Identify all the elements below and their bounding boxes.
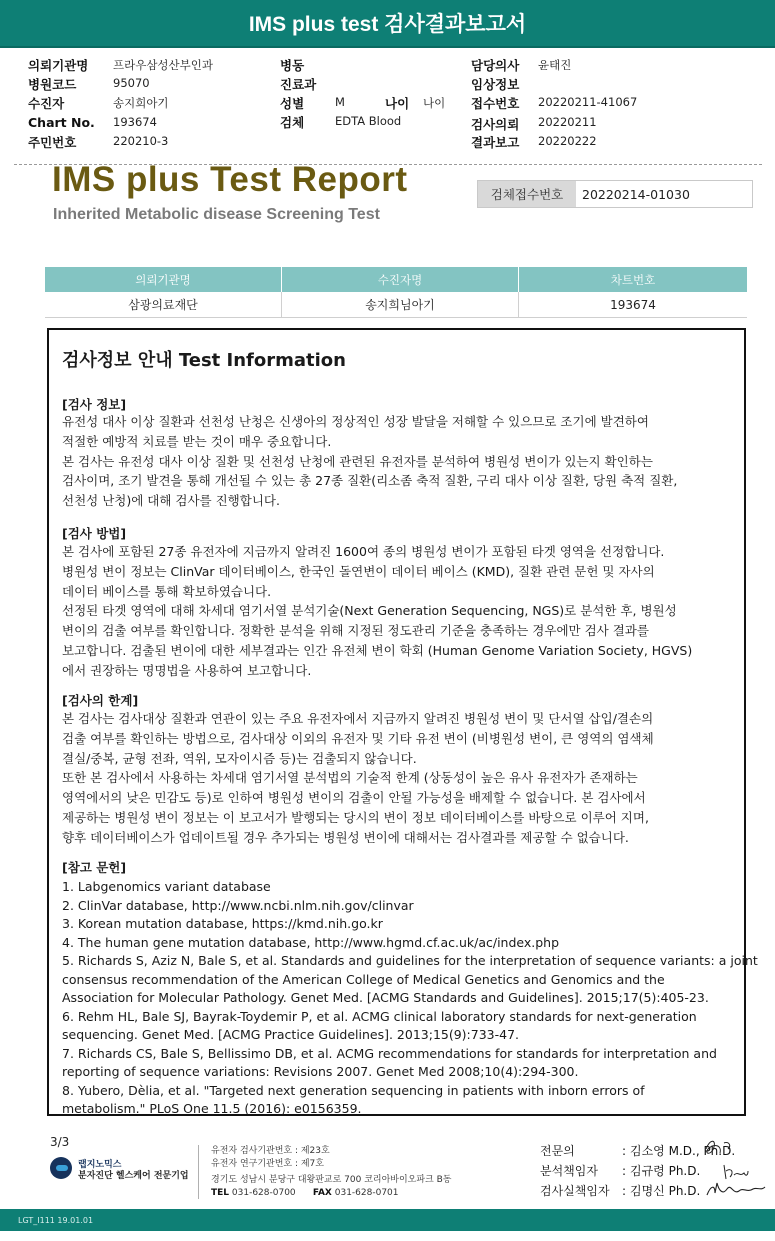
- hospital-code-label: 병원코드: [28, 77, 77, 92]
- text-line: consensus recommendation of the American College of Medical Genetics and Genomics and the: [62, 971, 665, 987]
- page-number: 3/3: [50, 1135, 70, 1149]
- text-line: 3. Korean mutation database, https://kmd.nih.go.kr: [62, 916, 383, 931]
- hospital-code-value: 95070: [113, 76, 150, 90]
- list-item: [62, 952, 758, 1008]
- text-line: 변이의 검출 여부를 확인합니다. 정확한 분석을 위해 지정된 정도관리 기준을 충족하는 경우에만 검사 결과를: [62, 623, 649, 639]
- report-title: IMS plus Test Report: [52, 160, 408, 199]
- list-item: [62, 1082, 742, 1119]
- chart-no-label: Chart No.: [28, 115, 95, 130]
- report-date-label: 결과보고: [471, 135, 520, 150]
- table-row: [45, 292, 747, 318]
- text-line: 검출 여부를 확인하는 방법으로, 검사대상 이외의 유전자 및 기타 유전 변이 (비병원성 변이, 큰 영역의 염색체: [62, 730, 654, 746]
- text-line: 병원성 변이 정보는 ClinVar 데이터베이스, 한국인 돌연변이 데이터 베이스 (KMD), 질환 관련 문헌 및 자사의: [62, 563, 655, 579]
- list-item: [62, 915, 742, 934]
- specimen-receipt-label: 검체접수번호: [478, 181, 576, 207]
- tel-value: 031-628-0700: [231, 1187, 296, 1198]
- signatory-name: 김규령 Ph.D.: [630, 1164, 701, 1178]
- text-line: reporting of sequence variations: Revisions 2007. Genet Med 2008;10(4):294-300.: [62, 1064, 579, 1079]
- text-line: 6. Rehm HL, Bale SJ, Bayrak-Toydemir P, et al. ACMG clinical laboratory standards for next-generation: [62, 1008, 697, 1024]
- table-header-row: [45, 267, 747, 292]
- text-line: 본 검사는 검사대상 질환과 연관이 있는 주요 유전자에서 지금까지 알려진 병원성 변이 및 단서열 삽입/결손의: [62, 711, 654, 726]
- patient-meta-block: [0, 54, 775, 154]
- section-text: [62, 412, 752, 511]
- section-heading: [참고 문헌]: [62, 860, 127, 875]
- patient-summary-table: [45, 267, 747, 318]
- company-name: 랩지노믹스: [78, 1160, 122, 1170]
- list-item: [62, 934, 742, 953]
- section-heading: [검사 방법]: [62, 526, 127, 541]
- text-line: 8. Yubero, Dèlia, et al. "Targeted next generation sequencing in patients with inborn errors of: [62, 1082, 645, 1098]
- separator: :: [622, 1184, 627, 1198]
- doctor-value: 윤태진: [538, 58, 572, 72]
- text-line: 5. Richards S, Aziz N, Bale S, et al. Standards and guidelines for the interpretation of sequence variants: a joint: [62, 953, 758, 968]
- rrn-value: 220210-3: [113, 134, 169, 148]
- text-line: Association for Molecular Pathology. Genet Med. [ACMG Standards and Guidelines]. 2015;17(5):405-23.: [62, 990, 709, 1005]
- document-code: LGT_I111 19.01.01: [18, 1215, 94, 1225]
- age-value: 나이: [423, 96, 446, 110]
- text-line: 유전성 대사 이상 질환과 선천성 난청은 신생아의 정상적인 성장 발달을 저해할 수 있으므로 조기에 발견하여: [62, 414, 649, 429]
- column-header: 의뢰기관명: [45, 267, 282, 292]
- section-text: [62, 709, 752, 848]
- section-heading: [검사 정보]: [62, 397, 127, 412]
- table-cell: 193674: [519, 292, 748, 318]
- section-heading: [검사의 한계]: [62, 693, 139, 708]
- text-line: 4. The human gene mutation database, http://www.hgmd.cf.ac.uk/ac/index.php: [62, 934, 560, 950]
- signature-icon: [705, 1177, 767, 1203]
- tel-label: TEL: [211, 1187, 230, 1198]
- patient-value: 송지희아기: [113, 96, 169, 110]
- age-label: 나이: [385, 96, 410, 111]
- separator: :: [622, 1144, 627, 1158]
- sex-value: M: [335, 95, 345, 109]
- list-item: [62, 1045, 742, 1082]
- text-line: metabolism." PLoS One 11.5 (2016): e0156359.: [62, 1101, 362, 1116]
- text-line: 검사이며, 조기 발견을 통해 개선될 수 있는 총 27종 질환(리소좀 축적 질환, 구리 대사 이상 질환, 당원 축적 질환,: [62, 473, 678, 489]
- text-line: 영역에서의 낮은 민감도 등)로 인하여 병원성 변이의 검출이 안될 가능성을 배제할 수 없습니다. 본 검사에서: [62, 790, 646, 806]
- text-line: 결실/중복, 균형 전좌, 역위, 모자이시즘 등)는 검출되지 않습니다.: [62, 750, 417, 766]
- column-header: 차트번호: [519, 267, 748, 292]
- lab-info-block: [198, 1145, 451, 1199]
- text-line: 보고합니다. 검출된 변이에 대한 세부결과는 인간 유전체 변이 학회 (Human Genome Variation Society, HGVS): [62, 642, 693, 658]
- lab-registration: 유전자 검사기관번호 : 제23호: [211, 1146, 330, 1156]
- lab-research-registration: 유전자 연구기관번호 : 제7호: [211, 1158, 324, 1169]
- report-date-value: 20220222: [538, 134, 597, 148]
- list-item: [62, 897, 742, 916]
- footer-bar: [0, 1209, 775, 1231]
- test-information-box: [47, 328, 758, 1116]
- sex-label: 성별: [280, 96, 305, 111]
- receipt-label: 접수번호: [471, 96, 520, 111]
- text-line: 본 검사에 포함된 27종 유전자에 지금까지 알려진 1600여 종의 병원성 변이가 포함된 타겟 영역을 선정합니다.: [62, 544, 665, 559]
- report-title-bar: [0, 0, 775, 48]
- hospital-value: 프라우삼성산부인과: [113, 58, 213, 72]
- company-tagline: 분자진단 헬스케어 전문기업: [78, 1171, 189, 1181]
- text-line: 본 검사는 유전성 대사 이상 질환 및 선천성 난청에 관련된 유전자를 분석하여 병원성 변이가 있는지 확인하는: [62, 453, 653, 469]
- text-line: 제공하는 병원성 변이 정보는 이 보고서가 발행되는 당시의 변이 정보 데이터베이스를 바탕으로 이루어 지며,: [62, 809, 649, 825]
- doctor-label: 담당의사: [471, 58, 520, 73]
- test-information-title: 검사정보 안내 Test Information: [62, 350, 346, 371]
- ward-label: 병동: [280, 58, 305, 73]
- separator: :: [622, 1164, 627, 1178]
- chart-no-value: 193674: [113, 115, 157, 129]
- lab-address: 경기도 성남시 분당구 대왕판교로 700 코리아바이오파크 B동: [211, 1175, 452, 1185]
- signatory-role: 분석책임자: [540, 1164, 598, 1178]
- lab-contact: [211, 1187, 451, 1200]
- text-line: 에서 권장하는 명명법을 사용하여 보고합니다.: [62, 662, 312, 678]
- signatory-name: 김소영 M.D., Ph.D.: [630, 1144, 736, 1158]
- column-header: 수진자명: [282, 267, 519, 292]
- specimen-receipt-value: 20220214-01030: [582, 186, 690, 202]
- request-date-value: 20220211: [538, 115, 597, 129]
- text-line: 또한 본 검사에서 사용하는 차세대 염기서열 분석법의 기술적 한계 (상동성이 높은 유사 유전자가 존재하는: [62, 770, 638, 786]
- list-item: [62, 1008, 742, 1045]
- hospital-label: 의뢰기관명: [28, 58, 89, 73]
- report-subtitle: Inherited Metabolic disease Screening Test: [53, 206, 380, 223]
- signatory-name: 김명신 Ph.D.: [630, 1184, 701, 1198]
- text-line: 선천성 난청)에 대해 검사를 진행합니다.: [62, 493, 280, 509]
- text-line: 적절한 예방적 치료를 받는 것이 매우 중요합니다.: [62, 433, 332, 449]
- section-text: [62, 542, 752, 681]
- text-line: 1. Labgenomics variant database: [62, 879, 271, 894]
- table-cell: 삼광의료재단: [45, 292, 282, 318]
- fax-value: 031-628-0701: [334, 1187, 399, 1198]
- report-header-title: IMS plus test 검사결과보고서: [248, 13, 527, 36]
- clinical-info-label: 임상정보: [471, 77, 520, 92]
- signatory-role: 전문의: [540, 1144, 575, 1158]
- rrn-label: 주민번호: [28, 135, 77, 150]
- text-line: 7. Richards CS, Bale S, Bellissimo DB, et al. ACMG recommendations for standards for interpretation and: [62, 1045, 717, 1061]
- table-cell: 송지희님아기: [282, 292, 519, 318]
- text-line: 향후 데이터베이스가 업데이트될 경우 추가되는 병원성 변이에 대해서는 검사결과를 제공할 수 없습니다.: [62, 829, 629, 845]
- signatory-role: 검사실책임자: [540, 1184, 610, 1198]
- text-line: 선정된 타겟 영역에 대해 차세대 염기서열 분석기술(Next Generation Sequencing, NGS)로 분석한 후, 병원성: [62, 603, 677, 619]
- request-date-label: 검사의뢰: [471, 117, 520, 132]
- dept-label: 진료과: [280, 77, 317, 92]
- signature-icon: [700, 1135, 740, 1161]
- reference-list: [62, 878, 758, 1119]
- specimen-label: 검체: [280, 115, 305, 130]
- company-logo: [50, 1155, 200, 1189]
- patient-label: 수진자: [28, 96, 65, 111]
- text-line: sequencing. Genet Med. [ACMG Practice Guidelines]. 2013;15(9):733-47.: [62, 1027, 520, 1042]
- text-line: 2. ClinVar database, http://www.ncbi.nlm.nih.gov/clinvar: [62, 897, 414, 913]
- company-logo-icon: [50, 1157, 72, 1179]
- text-line: 데이터 베이스를 통해 확보하였습니다.: [62, 583, 272, 599]
- fax-label: FAX: [312, 1187, 332, 1198]
- list-item: [62, 878, 742, 897]
- receipt-value: 20220211-41067: [538, 95, 638, 109]
- specimen-receipt-box: [477, 180, 753, 208]
- specimen-value: EDTA Blood: [335, 114, 402, 128]
